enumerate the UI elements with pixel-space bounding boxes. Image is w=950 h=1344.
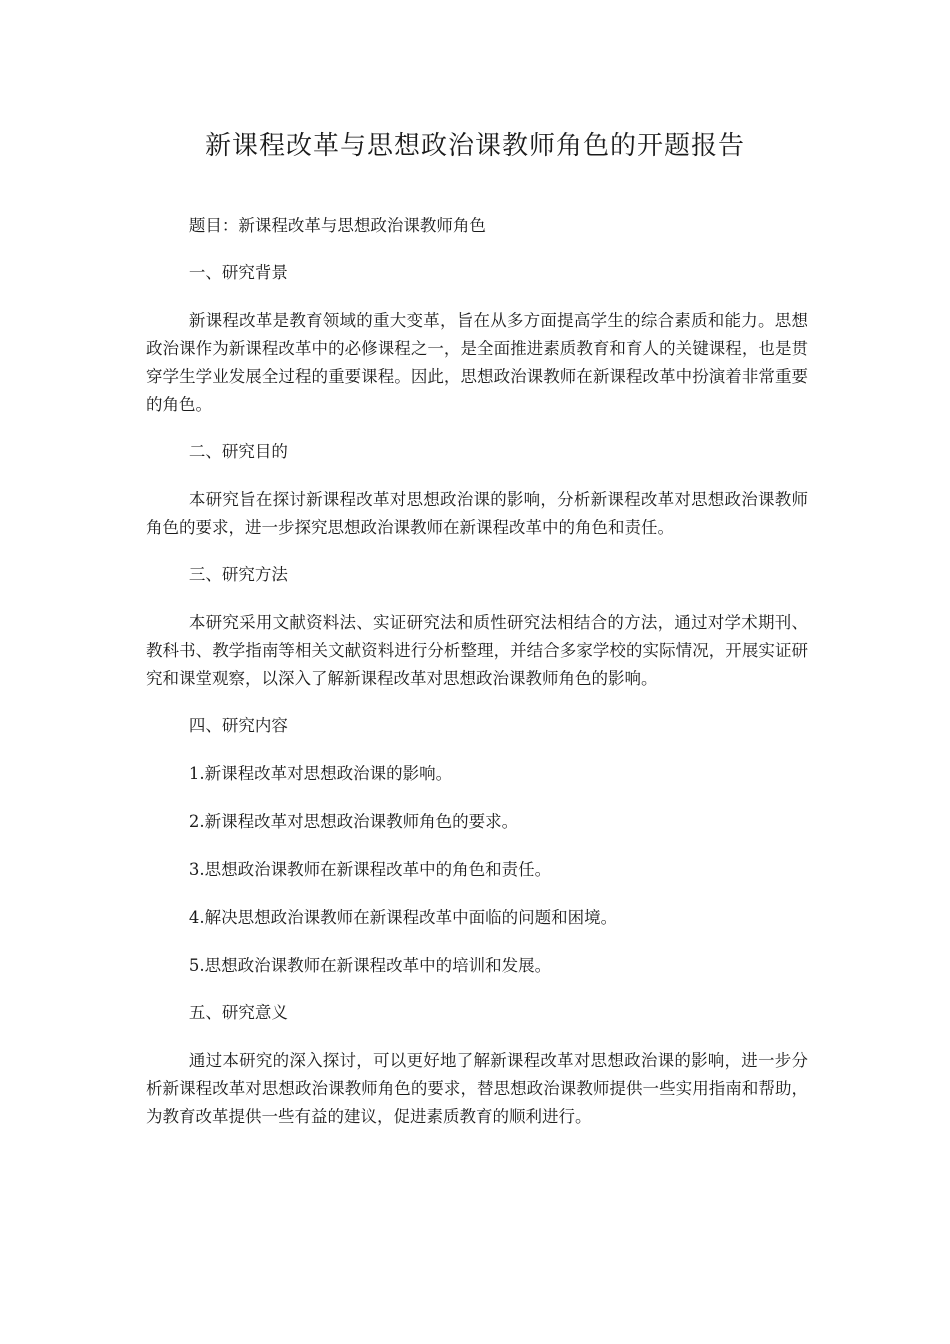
list-item: 2.新课程改革对思想政治课教师角色的要求。 [188,812,519,831]
section-heading-background: 一、研究背景 [188,263,288,282]
list-item: 3.思想政治课教师在新课程改革中的角色和责任。 [188,860,552,879]
list-item: 5.思想政治课教师在新课程改革中的培训和发展。 [188,956,552,975]
topic-line: 题目：新课程改革与思想政治课教师角色 [188,216,486,235]
section-heading-purpose: 二、研究目的 [188,442,288,461]
section-text-method: 本研究采用文献资料法、实证研究法和质性研究法相结合的方法，通过对学术期刊、教科书、教学指南等相关文献资料进行分析整理，并结合多家学校的实际情况，开展实证研究和课堂观察，以深入了解新课程改革对思想政治课教师角色的影响。 [146,613,808,688]
section-heading-method: 三、研究方法 [188,565,288,584]
section-text-significance: 通过本研究的深入探讨，可以更好地了解新课程改革对思想政治课的影响，进一步分析新课程改革对思想政治课教师角色的要求，替思想政治课教师提供一些实用指南和帮助，为教育改革提供一些有益的建议，促进素质教育的顺利进行。 [146,1051,808,1126]
section-text-purpose: 本研究旨在探讨新课程改革对思想政治课的影响，分析新课程改革对思想政治课教师角色的要求，进一步探究思想政治课教师在新课程改革中的角色和责任。 [146,490,808,537]
section-text-background: 新课程改革是教育领域的重大变革，旨在从多方面提高学生的综合素质和能力。思想政治课作为新课程改革中的必修课程之一，是全面推进素质教育和育人的关键课程，也是贯穿学生学业发展全过程的重要课程。因此，思想政治课教师在新课程改革中扮演着非常重要的角色。 [146,311,808,414]
document-title: 新课程改革与思想政治课教师角色的开题报告 [204,131,745,161]
section-heading-significance: 五、研究意义 [188,1003,288,1022]
document-body [146,212,808,1131]
list-item: 1.新课程改革对思想政治课的影响。 [188,764,453,783]
list-item: 4.解决思想政治课教师在新课程改革中面临的问题和困境。 [188,908,618,927]
section-heading-content: 四、研究内容 [188,716,288,735]
